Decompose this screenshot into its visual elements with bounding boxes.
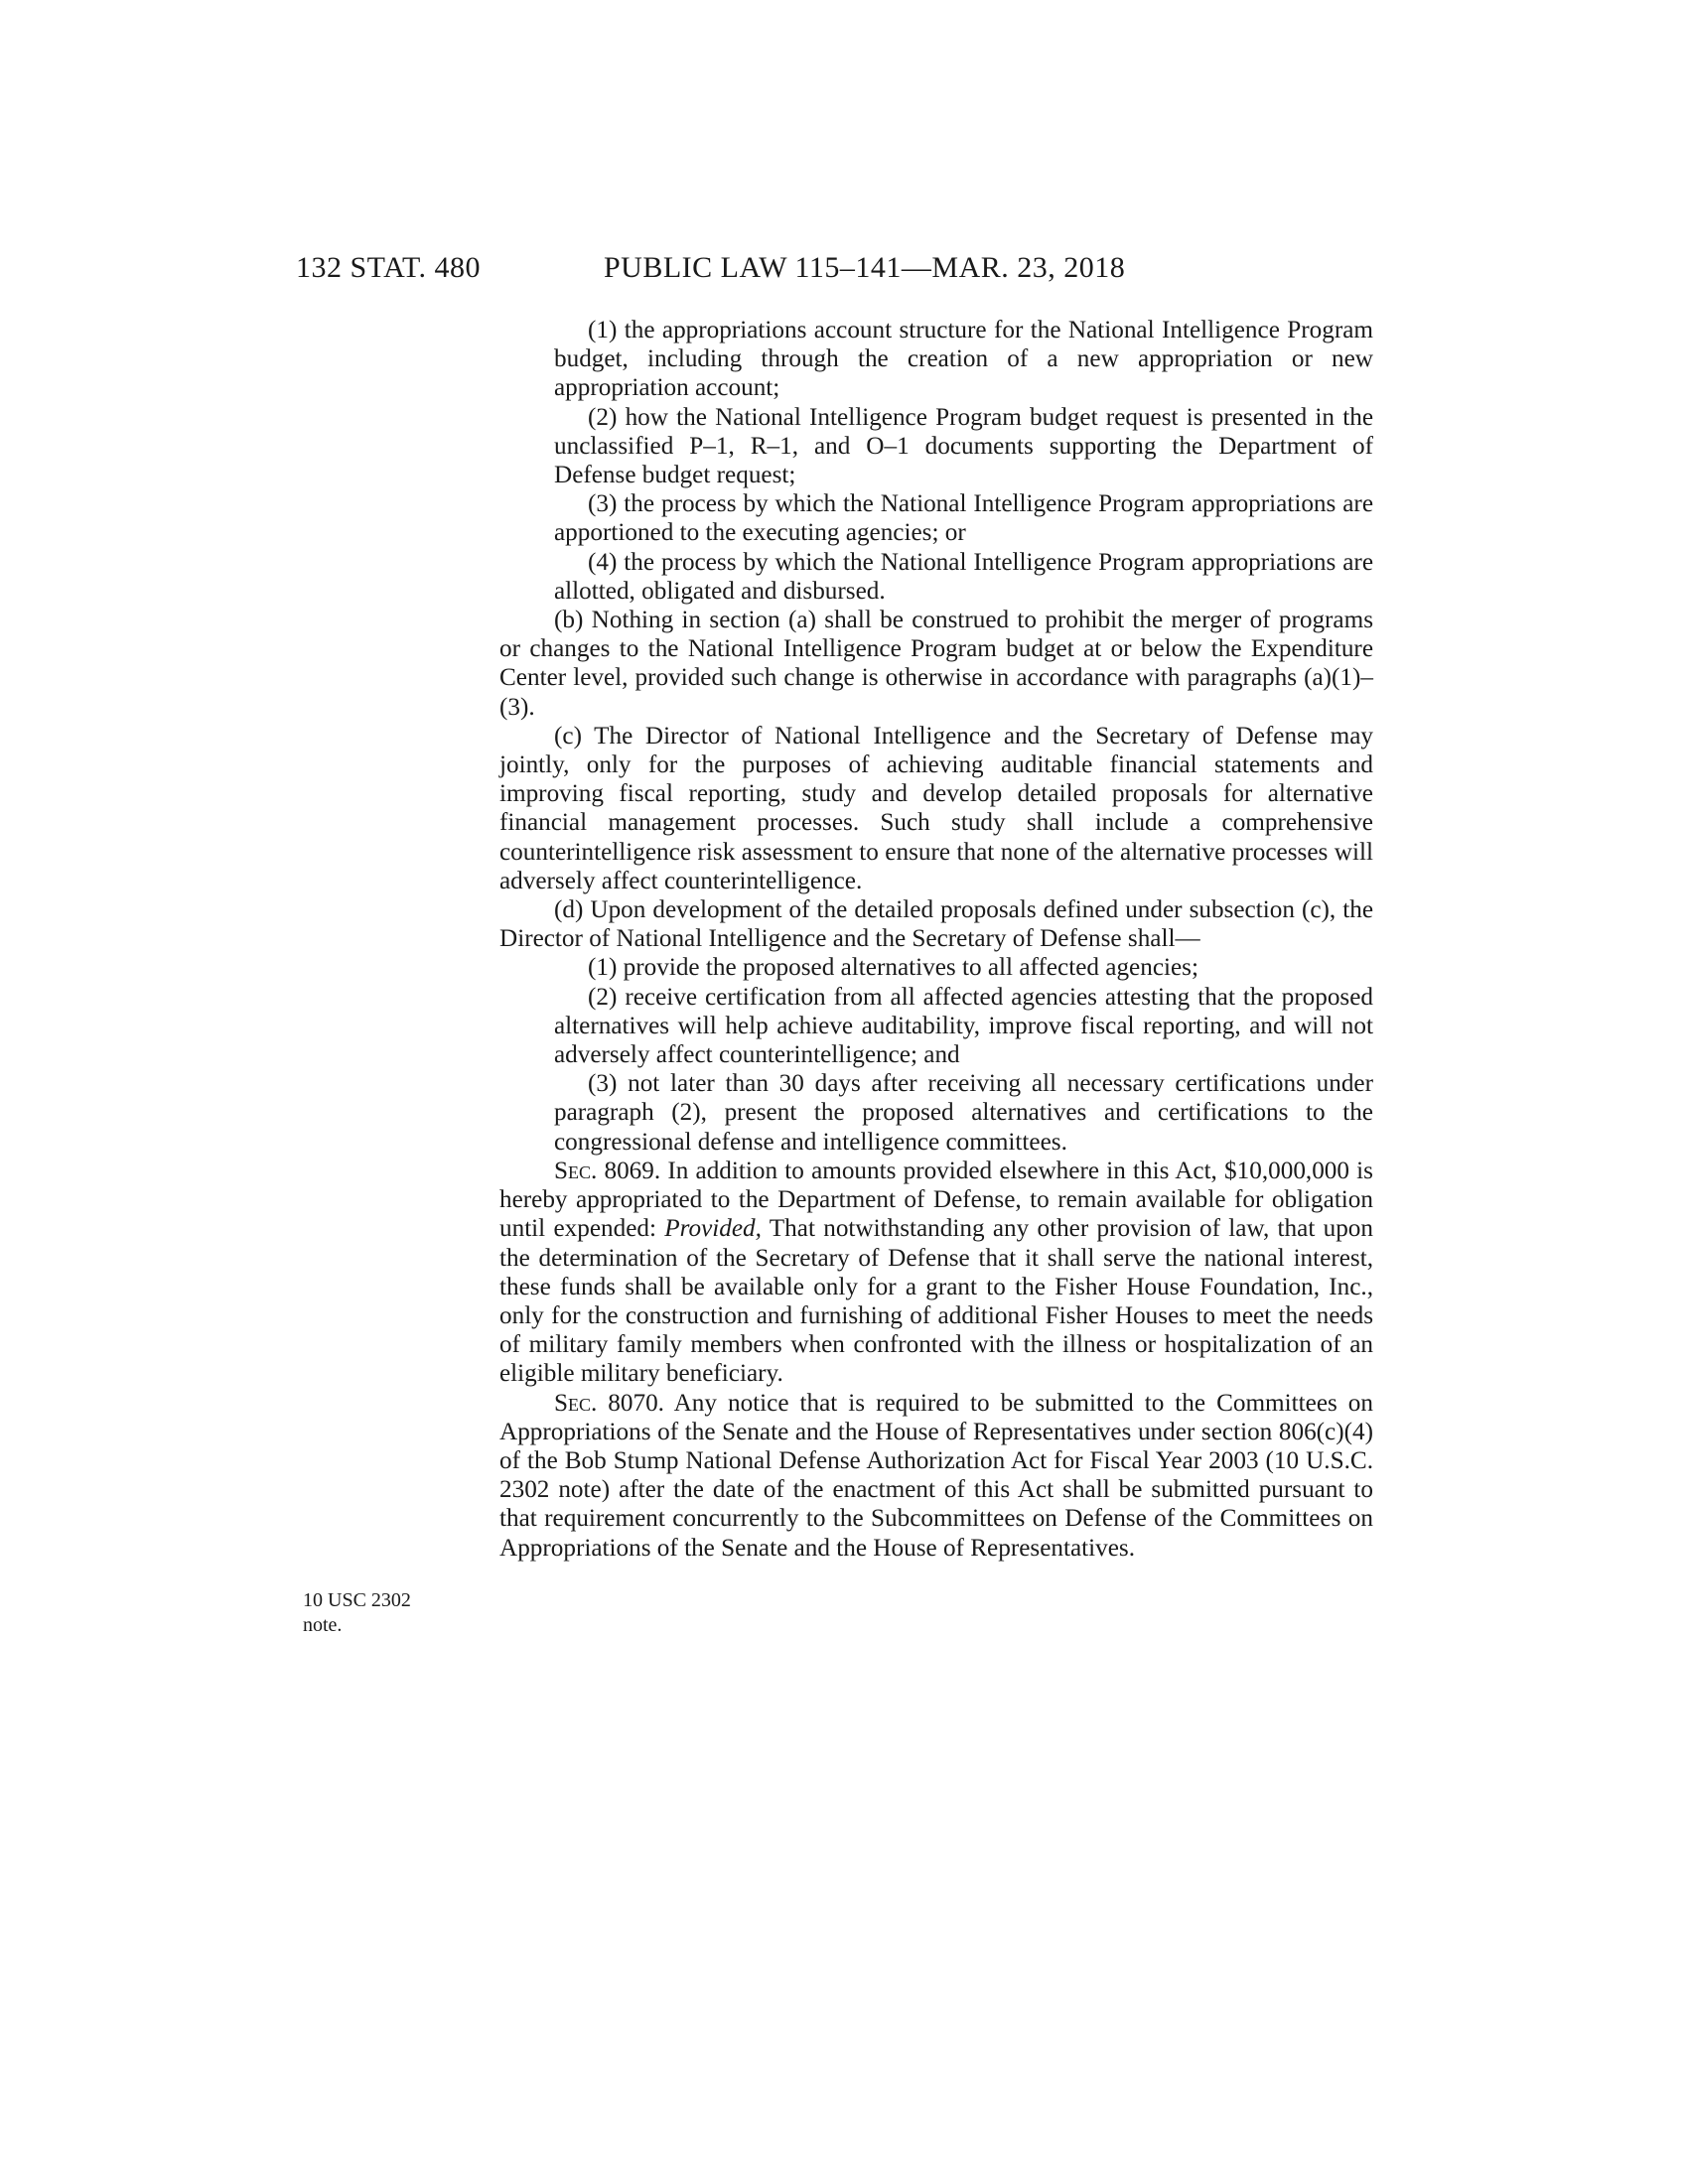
section-8070-text: Any notice that is required to be submitted to the Committees on Appropriations of the Senate and the House of Representatives under section 806(c)(4) of the Bob Stump National Defense Authorization Act for Fiscal Year 2003 (10 U.S.C. 2302 note) after the date of the enactment of this Act shall be submitted pursuant to that requirement concurrently to the Subcommittees on Defense of the Committees on Appropriations of the Senate and the House of Representatives. <box>499 1389 1373 1562</box>
paragraph-d3: (3) not later than 30 days after receiving all necessary certifications under paragraph (2), present the proposed alternatives and certifications to the congressional defense and intelligence committees. <box>554 1070 1373 1156</box>
margin-citation-note <box>303 1588 452 1638</box>
subsection-d: (d) Upon development of the detailed proposals defined under subsection (c), the Director of National Intelligence and the Secretary of Defense shall— <box>499 896 1373 953</box>
section-8070 <box>499 1389 1373 1563</box>
section-8069-text-1: In addition to amounts provided elsewhere in this Act, $10,000,000 is hereby appropriated to the Department of Defense, to remain available for obligation until expended: <box>499 1157 1373 1243</box>
subsection-c: (c) The Director of National Intelligence and the Secretary of Defense may jointly, only for the purposes of achieving auditable financial statements and improving fiscal reporting, study and develop detailed proposals for alternative financial management processes. Such study shall include a comprehensive counterintelligence risk assessment to ensure that none of the alternative processes will adversely affect counterintelligence. <box>499 722 1373 894</box>
margin-note-line-1: 10 USC 2302 <box>303 1589 411 1611</box>
paragraph-a2: (2) how the National Intelligence Program budget request is presented in the unclassified P–1, R–1, and O–1 documents supporting the Department of Defense budget request; <box>554 403 1373 489</box>
running-header <box>296 248 1388 288</box>
section-8069 <box>499 1157 1373 1389</box>
body-text-column <box>499 316 1373 1563</box>
subsection-b: (b) Nothing in section (a) shall be construed to prohibit the merger of programs or changes to the National Intelligence Program budget at or below the Expenditure Center level, provided such change is otherwise in accordance with paragraphs (a)(1)–(3). <box>499 607 1373 721</box>
margin-note-line-2: note. <box>303 1614 343 1636</box>
paragraph-d2: (2) receive certification from all affected agencies attesting that the proposed alternatives will help achieve auditability, improve fiscal reporting, and will not adversely affect counterintelligence; and <box>554 983 1373 1069</box>
paragraph-d1: (1) provide the proposed alternatives to all affected agencies; <box>588 954 1198 982</box>
paragraph-a4: (4) the process by which the National Intelligence Program appropriations are allotted, obligated and disbursed. <box>554 548 1373 605</box>
section-8069-text-2: That notwithstanding any other provision of law, that upon the determination of the Secretary of Defense that it shall serve the national interest, these funds shall be available only for a grant to the Fisher House Foundation, Inc., only for the construction and furnishing of additional Fisher Houses to meet the needs of military family members when confronted with the illness or hospitalization of an eligible military beneficiary. <box>499 1215 1373 1388</box>
stat-page-number: 132 STAT. 480 <box>296 251 482 284</box>
section-8069-label: Sec. 8069. <box>554 1157 661 1184</box>
section-8070-label: Sec. 8070. <box>554 1389 664 1417</box>
paragraph-a1: (1) the appropriations account structure for the National Intelligence Program budget, including through the creation of a new appropriation or new appropriation account; <box>554 317 1373 402</box>
section-8069-provided: Provided, <box>664 1215 762 1243</box>
law-title: PUBLIC LAW 115–141—MAR. 23, 2018 <box>604 251 1126 284</box>
paragraph-a3: (3) the process by which the National Intelligence Program appropriations are apportioned to the executing agencies; or <box>554 490 1373 547</box>
